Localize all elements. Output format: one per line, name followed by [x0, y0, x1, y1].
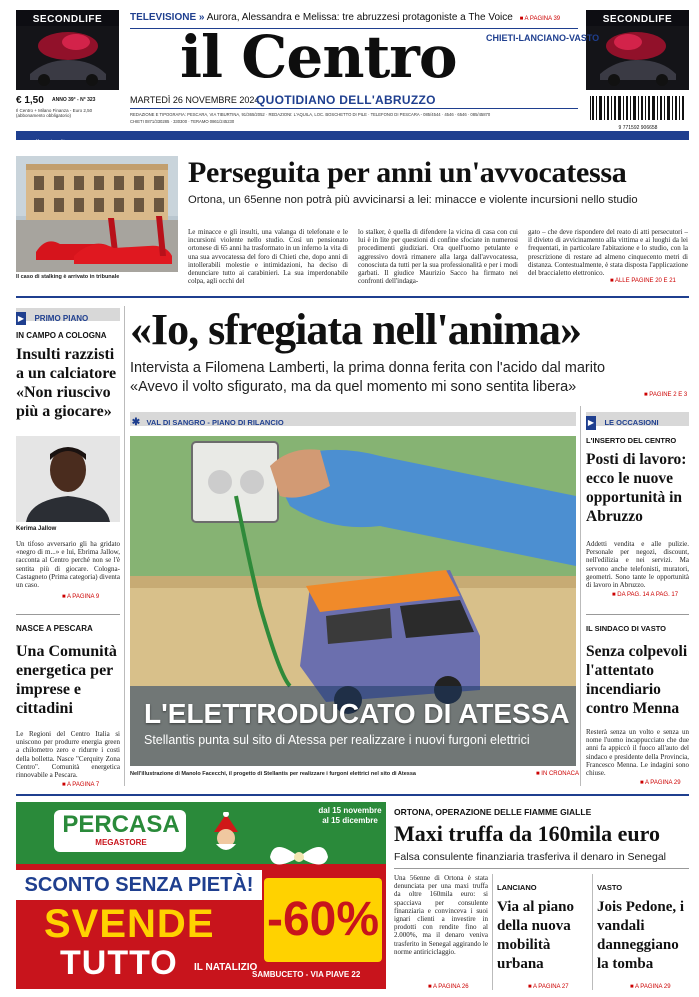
advert-sale-1: SVENDE: [44, 902, 215, 946]
percasa-advert[interactable]: [16, 802, 386, 989]
lead-photo-caption: Il caso di stalking è arrivato in tribunale: [16, 274, 120, 280]
bottom-kicker: ORTONA, OPERAZIONE DELLE FIAMME GIALLE: [394, 807, 592, 817]
lead-headline: Perseguita per anni un'avvocatessa: [188, 156, 627, 189]
arrow-icon-right: ▶: [586, 416, 596, 430]
advert-brand: PERCASA: [62, 811, 180, 838]
lead-body-col1: Le minacce e gli insulti, una valanga di telefonate e le incursioni violente nello studio. Così un pensionato ortonese di 65 anni ha trasformato in un inferno la vita di una sua avvocatessa del foro di Chieti che, dopo anni di intollerabili molestie e intimidazioni, ha deciso di denunciare tutto ai carabinieri. La sua imperdonabile colpa, agli occhi del: [188, 228, 348, 284]
top-teaser-ref: ■ A PAGINA 39: [520, 16, 561, 22]
right-ref-2[interactable]: ■ A PAGINA 29: [640, 780, 681, 786]
left-body-2: Le Regioni del Centro Italia si uniscono per produrre energia green a chilometro zero e ridurre i costi della bolletta. Nasce "Cerquity Zona Centro". Comunità energetica rinnovabile a Pescara.: [16, 730, 120, 780]
section-occasioni-label: LE OCCASIONI: [604, 418, 659, 427]
bottom-deck: Falsa consulente finanziaria trasferiva il denaro in Senegal: [394, 851, 666, 863]
left-headline-2[interactable]: Una Comunità energetica per imprese e cittadini: [16, 643, 117, 717]
arrow-icon: ▶: [17, 314, 25, 323]
feature-caption: Nell'illustrazione di Manolo Facecchi, il progetto di Stellantis per realizzare i furgoni elettrici nel sito di Atessa: [130, 771, 416, 777]
left-body-1: Un tifoso avversario gli ha gridato «negro di m...» e lui, Ebrima Jallow, racconta al Centro perché non se l'è sentita più di giocare. Cologna-Castagneto (Prima categoria) diventa un caso.: [16, 540, 120, 590]
interview-ref[interactable]: ■ PAGINE 2 E 3: [644, 392, 687, 398]
left-kicker-2: NASCE A PESCARA: [16, 624, 93, 633]
advert-brand-sub: MEGASTORE: [95, 838, 147, 847]
feature-kicker-bar: [130, 412, 576, 426]
right-body-1: Addetti vendita e alle pulizie. Personale per negozi, discount, nell'edilizia e nei servizi. Ma servono anche telefonisti, muratori, geometri. Sono tante le opportunità di lavoro in Abruzzo.: [586, 540, 689, 590]
barcode-number: 9 771592 906658: [618, 125, 658, 131]
masthead-edition: CHIETI-LANCIANO-VASTO: [486, 33, 600, 43]
santa-icon: [206, 812, 246, 856]
left-photo: [16, 436, 120, 522]
right-body-2: Resterà senza un volto e senza un nome l'uomo incappucciato che due anni fa appiccò il fuoco all'auto del sindaco e presidente della Provincia, Francesco Menna. Le indagini sono chiuse.: [586, 728, 689, 778]
right-kicker-2: IL SINDACO DI VASTO: [586, 624, 667, 633]
website-bar[interactable]: [16, 131, 689, 146]
section-occasioni[interactable]: [586, 412, 689, 426]
mini2-headline[interactable]: Jois Pedone, i vandali danneggiano la tomba: [597, 899, 685, 972]
lead-ref[interactable]: ■ ALLE PAGINE 20 E 21: [610, 278, 676, 284]
left-headline-1[interactable]: Insulti razzisti a un calciatore «Non riuscivo più a giocare»: [16, 346, 117, 420]
distribution-note: Il Centro + Milano Finanza - Euro 2,50 (abbonamento obbligatorio): [16, 108, 93, 118]
left-ref-2[interactable]: ■ A PAGINA 7: [62, 782, 99, 788]
address-line-2: CHIETI 0871/330285 · 330300 · TERAMO 0861/245230: [130, 119, 235, 124]
advert-dates: dal 15 novembre al 15 dicembre: [318, 806, 382, 825]
feature-illustration[interactable]: [130, 436, 576, 766]
mini1-kicker: LANCIANO: [497, 883, 537, 892]
chevron-right-icon: »: [198, 12, 205, 23]
section-primo-piano[interactable]: [16, 308, 120, 321]
mini1-headline[interactable]: Via al piano della nuova mobilità urbana: [497, 899, 574, 972]
advert-natalizio: IL NATALIZIO: [194, 962, 258, 973]
footballer-portrait-image: [16, 436, 120, 522]
advert-slogan: SCONTO SENZA PIETÀ!: [16, 870, 262, 900]
mini1-ref[interactable]: ■ A PAGINA 27: [528, 984, 569, 990]
right-kicker-1: L'INSERTO DEL CENTRO: [586, 436, 677, 445]
right-headline-2[interactable]: Senza colpevoli l'attentato incendiario contro Menna: [586, 643, 688, 717]
lead-body-col3: gato – che deve rispondere del reato di atti persecutori – il divieto di avvicinamento alla vittima e ai luoghi da lei frequentati, in particolare l'abitazione e lo studio, con la prescrizione di restare ad almeno cinquecento metri di distanza. Contestualmente, è stata disposta l'applicazione del braccialetto elettronico.: [528, 228, 688, 276]
mini2-kicker: VASTO: [597, 883, 623, 892]
top-teaser-text: Aurora, Alessandra e Melissa: tre abruzzesi protagoniste a The Voice: [206, 12, 513, 23]
feature-kicker: VAL DI SANGRO - PIANO DI RILANCIO: [146, 418, 284, 427]
interview-deck-2: «Avevo il volto sfigurato, ma da quel momento mi sono sentita libera»: [130, 379, 577, 395]
issue-number: ANNO 39° - N° 323: [52, 97, 96, 103]
right-ref-1[interactable]: ■ DA PAG. 14 A PAG. 17: [612, 592, 678, 598]
bottom-headline[interactable]: Maxi truffa da 160mila euro: [394, 821, 661, 846]
masthead-subtitle: QUOTIDIANO DELL'ABRUZZO: [256, 93, 436, 107]
ad-left-brand: SECONDLIFE: [32, 14, 103, 25]
masthead-title: il Centro: [180, 23, 457, 91]
masthead-date: MARTEDÌ 26 NOVEMBRE 2024: [130, 95, 260, 105]
courthouse-red-shoes-image: [16, 156, 178, 272]
bottom-body: Una 56enne di Ortona è stata denunciata per una maxi truffa da oltre 160mila euro: si spacciava per consulente finanziaria e convinceva i suoi ignari clienti a investire in prodotti con rendite fino al 2.000%, ma il denaro veniva trasferito in Senegal aggirando le norme antiriciclaggio.: [394, 874, 488, 956]
advert-percent: -60%: [264, 878, 382, 962]
left-photo-caption: Kerima Jallow: [16, 526, 57, 532]
right-headline-1[interactable]: Posti di lavoro: ecco le nuove opportunità in Abruzzo: [586, 451, 687, 525]
top-teaser-kicker: TELEVISIONE: [130, 12, 197, 23]
lead-body-col2: lo stalker, è quella di difendere la vicina di casa con cui lui è in lite per questioni di confine sfociate in numerosi procedimenti giudiziari. Ora quell'uomo petulante e aggressivo dovrà rimanere alla larga dall'avvocatessa, conosciuta da tutti per la sua professionalità e per i modi garbati. Il giudice Maurizio Sacco ha firmato nei confronti dell'indaga-: [358, 228, 518, 284]
feature-headline: L'ELETTRODUCATO DI ATESSA: [144, 698, 570, 729]
ad-right-brand: SECONDLIFE: [602, 14, 673, 25]
ad-right[interactable]: [586, 10, 689, 90]
feature-ref[interactable]: ■ IN CRONACA: [536, 771, 579, 777]
ad-right-car-image: [586, 26, 689, 90]
left-kicker-1: IN CAMPO A COLOGNA: [16, 331, 107, 340]
mini2-ref[interactable]: ■ A PAGINA 29: [630, 984, 671, 990]
asterisk-icon: ✱: [131, 417, 141, 428]
lead-photo: [16, 156, 178, 272]
advert-sale-2: TUTTO: [60, 944, 178, 982]
barcode-bars: [588, 96, 688, 120]
advert-location: SAMBUCETO - VIA PIAVE 22: [252, 970, 361, 979]
interview-headline[interactable]: «Io, sfregiata nell'anima»: [130, 305, 582, 354]
section-primo-piano-label: PRIMO PIANO: [34, 314, 89, 323]
ad-left-car-image: [16, 26, 119, 90]
price: € 1,50: [16, 95, 44, 106]
left-ref-1[interactable]: ■ A PAGINA 9: [62, 594, 99, 600]
interview-deck-1: Intervista a Filomena Lamberti, la prima donna ferita con l'acido dal marito: [130, 360, 606, 376]
bottom-ref[interactable]: ■ A PAGINA 26: [428, 984, 469, 990]
feature-deck: Stellantis punta sul sito di Atessa per realizzare i nuovi furgoni elettrici: [144, 733, 530, 747]
bow-icon: [264, 842, 334, 872]
ad-left[interactable]: [16, 10, 119, 90]
lead-subhead: Ortona, un 65enne non potrà più avvicinarsi a lei: minacce e violente incursioni nello studio: [188, 194, 638, 206]
website-link[interactable]: www.ilcentro.it: [19, 139, 65, 146]
address-line: REDAZIONE E TIPOGRAFIA: PESCARA, VIA TIBURTINA, 91/365/2052 · REDAZIONI: L'AQUILA, LOC. BOSCHETTO DI PILE · TELEFONO DI PESCARA - 085/4544 · 4546 · 6546 · 085/45870: [130, 112, 491, 117]
barcode: [588, 96, 688, 131]
